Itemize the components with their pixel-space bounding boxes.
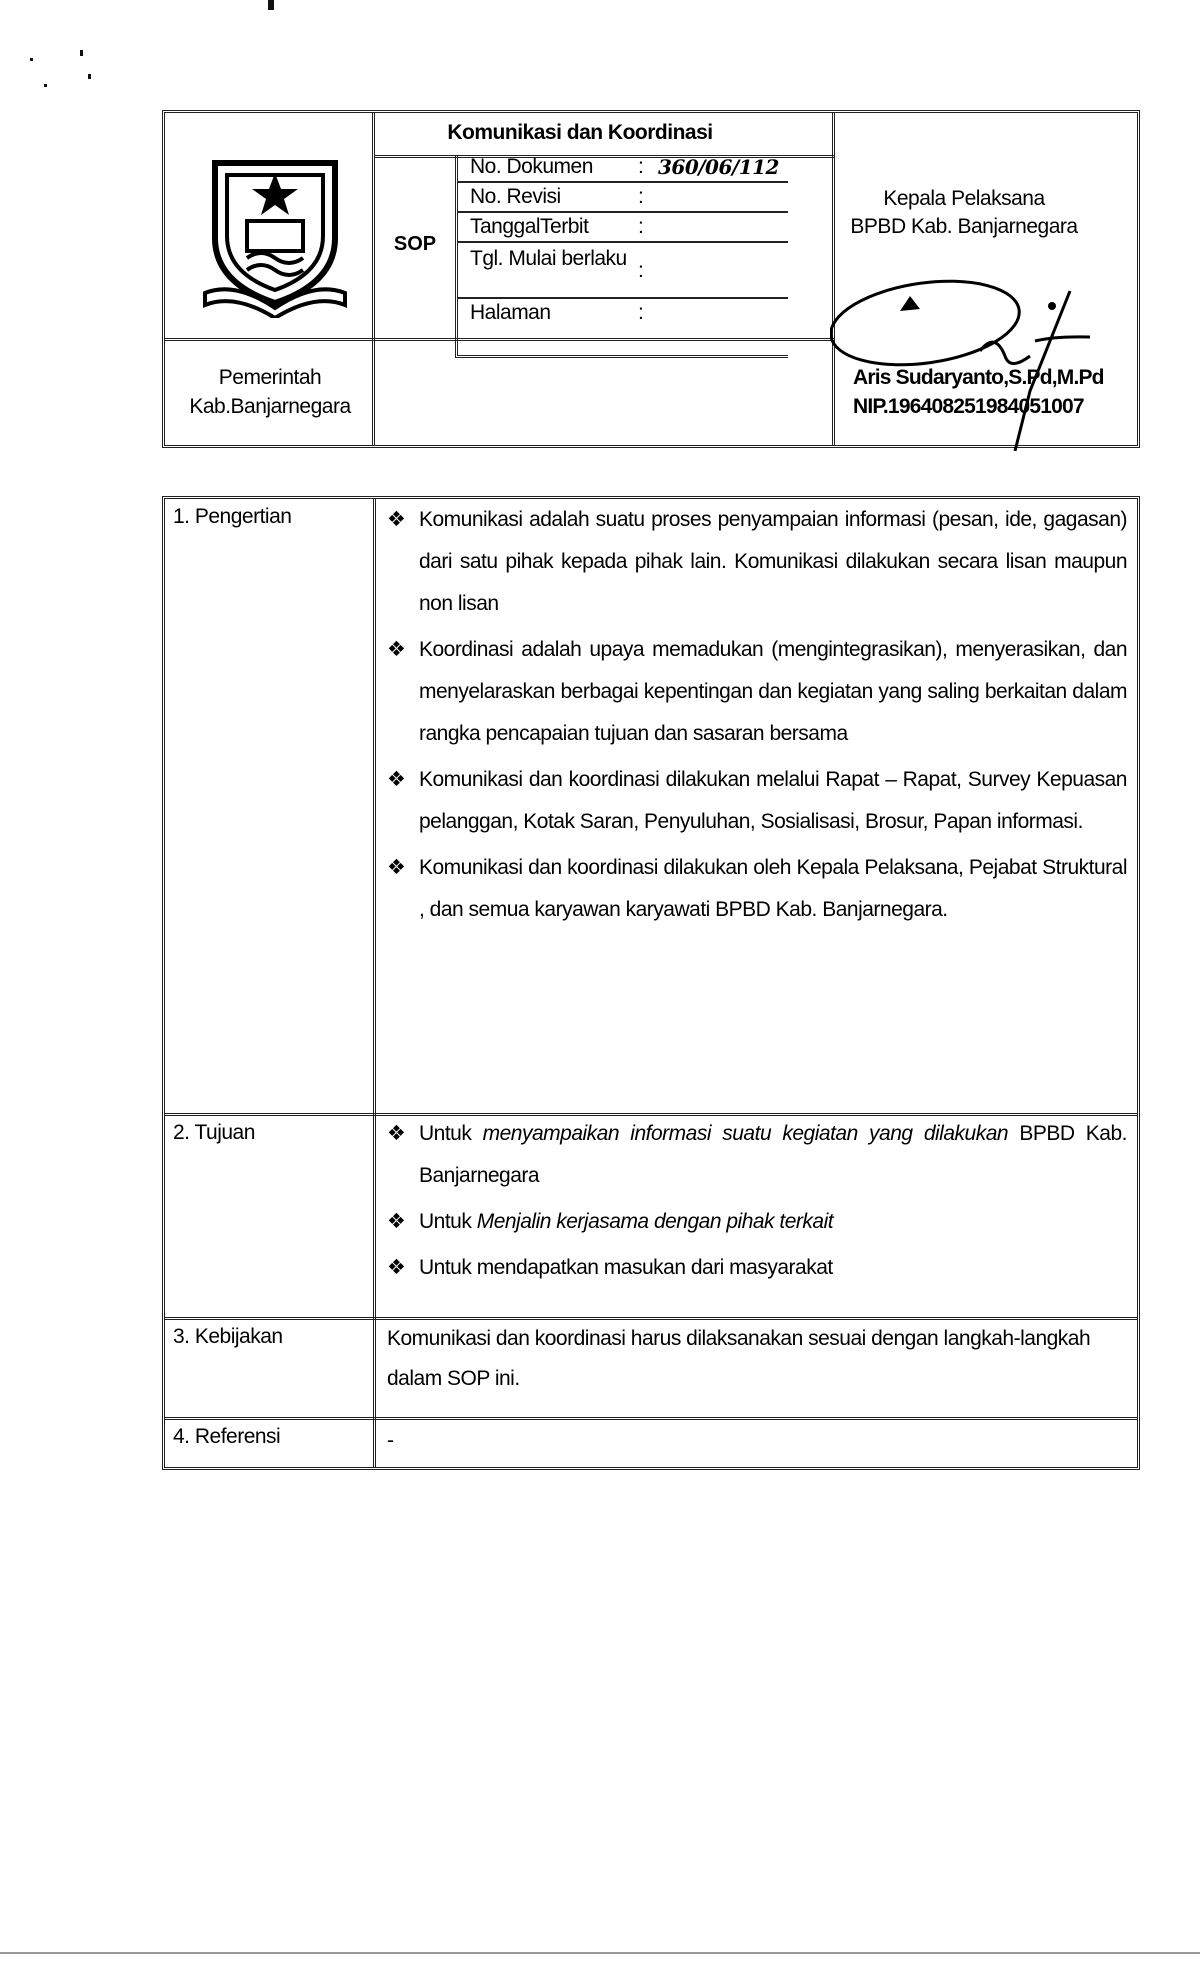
- divider: [165, 338, 375, 341]
- scan-speck: [44, 84, 47, 87]
- scan-speck: [268, 0, 274, 10]
- field-colon: :: [638, 301, 644, 324]
- column-divider: [373, 499, 376, 1467]
- scan-speck: [80, 50, 83, 56]
- field-label: TanggalTerbit: [470, 215, 589, 238]
- bullet-diamond-icon: ❖: [387, 1210, 406, 1233]
- bullet-diamond-icon: ❖: [387, 638, 406, 661]
- doc-number-row: [458, 155, 788, 183]
- institution-name: [165, 363, 375, 421]
- sop-content-table: [162, 496, 1140, 1470]
- official-nip: NIP.196408251984051007: [853, 395, 1084, 418]
- official-title: [785, 185, 1143, 241]
- field-colon: :: [638, 185, 644, 208]
- sop-label: SOP: [393, 233, 437, 255]
- list-item-text: Komunikasi dan koordinasi dilakukan melalui Rapat – Rapat, Survey Kepuasan pelanggan, Kotak Saran, Penyuluhan, Sosialisasi, Brosur, Papan informasi.: [419, 768, 1127, 833]
- section-body-referensi: -: [387, 1429, 394, 1452]
- list-item: [387, 1247, 1127, 1289]
- row-divider: [165, 1417, 1137, 1420]
- list-item: [387, 1201, 1127, 1243]
- section-body-kebijakan: Komunikasi dan koordinasi harus dilaksanakan sesuai dengan langkah-langkah dalam SOP ini.: [387, 1327, 1091, 1390]
- bullet-diamond-icon: ❖: [387, 508, 406, 531]
- field-colon: :: [638, 155, 644, 178]
- section-body-pengertian: [387, 499, 1127, 935]
- issue-date-row: [458, 215, 788, 243]
- section-label-kebijakan: 3. Kebijakan: [173, 1325, 283, 1348]
- list-item: [387, 847, 1127, 931]
- scan-edge-line: [0, 1952, 1200, 1954]
- official-title-line: Kepala Pelaksana: [883, 187, 1045, 210]
- official-identity: [853, 363, 1143, 421]
- document-info-grid: [455, 155, 788, 358]
- list-item-text-emphasis: menyampaikan informasi suatu kegiatan yang dilakukan: [482, 1122, 1009, 1145]
- scan-speck: [88, 74, 91, 79]
- section-label-tujuan: 2. Tujuan: [173, 1121, 255, 1144]
- list-item-text: Koordinasi adalah upaya memadukan (mengintegrasikan), menyerasikan, dan menyelaraskan berbagai kepentingan dan kegiatan yang saling berkaitan dalam rangka pencapaian tujuan dan sasaran bersama: [419, 638, 1127, 745]
- regency-emblem-icon: [195, 143, 355, 318]
- list-item: [387, 629, 1127, 755]
- bullet-diamond-icon: ❖: [387, 856, 406, 879]
- official-name: Aris Sudaryanto,S.Pd,M.Pd: [853, 366, 1104, 389]
- section-label-referensi: 4. Referensi: [173, 1425, 281, 1448]
- field-label: Halaman: [470, 301, 551, 324]
- field-colon: :: [638, 259, 644, 282]
- section-label-pengertian: 1. Pengertian: [173, 505, 292, 528]
- official-title-line: BPBD Kab. Banjarnegara: [850, 215, 1078, 238]
- field-colon: :: [638, 215, 644, 238]
- effective-date-row: [458, 245, 788, 299]
- field-label: Tgl. Mulai berlaku: [470, 247, 627, 270]
- list-item: [387, 759, 1127, 843]
- doc-number-value: 360/06/112: [658, 155, 779, 179]
- list-item: [387, 499, 1127, 625]
- page-row: [458, 301, 788, 331]
- revision-row: [458, 185, 788, 213]
- bullet-diamond-icon: ❖: [387, 1256, 406, 1279]
- institution-line: Pemerintah: [218, 366, 322, 389]
- list-item-text: Komunikasi dan koordinasi dilakukan oleh Kepala Pelaksana, Pejabat Struktural , dan semua karyawan karyawati BPBD Kab. Banjarnegara.: [419, 856, 1127, 921]
- institution-line: Kab.Banjarnegara: [189, 395, 351, 418]
- bullet-diamond-icon: ❖: [387, 768, 406, 791]
- list-item-text: Komunikasi adalah suatu proses penyampaian informasi (pesan, ide, gagasan) dari satu pihak kepada pihak lain. Komunikasi dilakukan secara lisan maupun non lisan: [419, 508, 1127, 615]
- list-item-text: Untuk: [419, 1210, 477, 1233]
- list-item-text: Untuk mendapatkan masukan dari masyarakat: [419, 1256, 833, 1279]
- list-item-text-emphasis: Menjalin kerjasama dengan pihak terkait: [476, 1210, 834, 1233]
- list-item-text: BPBD Kab. Banjarnegara: [419, 1122, 1127, 1187]
- field-label: No. Dokumen: [470, 155, 593, 178]
- list-item: [387, 1113, 1127, 1197]
- field-label: No. Revisi: [470, 185, 561, 208]
- list-item-text: Untuk: [419, 1122, 483, 1145]
- signature: [830, 261, 1120, 451]
- sop-header-table: [162, 110, 1140, 448]
- document-title: Komunikasi dan Koordinasi: [447, 121, 713, 144]
- scan-speck: [30, 58, 33, 61]
- bullet-diamond-icon: ❖: [387, 1122, 406, 1145]
- section-body-tujuan: [387, 1113, 1127, 1293]
